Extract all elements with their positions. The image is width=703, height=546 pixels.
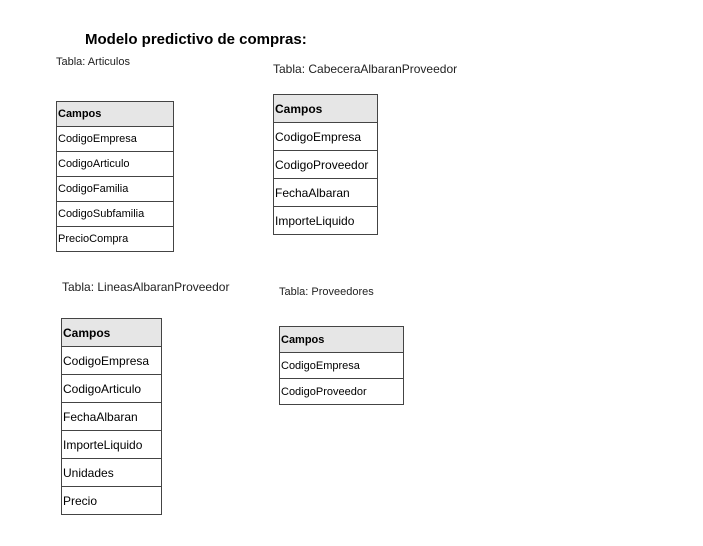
table-row bbox=[57, 177, 174, 202]
table-row bbox=[57, 152, 174, 177]
table-caption-proveedores: Tabla: Proveedores bbox=[279, 286, 374, 298]
field-cell: CodigoArticulo bbox=[57, 152, 174, 177]
table-row bbox=[57, 227, 174, 252]
table-row bbox=[274, 151, 378, 179]
table-cabecera bbox=[273, 94, 378, 235]
table-row bbox=[280, 379, 404, 405]
table-header-row bbox=[57, 102, 174, 127]
table-row bbox=[62, 459, 162, 487]
column-header-campos: Campos bbox=[62, 319, 162, 347]
page-title: Modelo predictivo de compras: bbox=[85, 31, 307, 48]
table-row bbox=[62, 431, 162, 459]
table-header-row bbox=[274, 95, 378, 123]
field-cell: CodigoProveedor bbox=[280, 379, 404, 405]
field-cell: Precio bbox=[62, 487, 162, 515]
table-articulos bbox=[56, 101, 174, 252]
field-cell: PrecioCompra bbox=[57, 227, 174, 252]
field-cell: CodigoProveedor bbox=[274, 151, 378, 179]
table-caption-lineas: Tabla: LineasAlbaranProveedor bbox=[62, 280, 230, 294]
table-row bbox=[57, 202, 174, 227]
field-cell: FechaAlbaran bbox=[274, 179, 378, 207]
field-cell: CodigoEmpresa bbox=[57, 127, 174, 152]
column-header-campos: Campos bbox=[280, 327, 404, 353]
field-cell: CodigoEmpresa bbox=[62, 347, 162, 375]
field-cell: CodigoFamilia bbox=[57, 177, 174, 202]
column-header-campos: Campos bbox=[57, 102, 174, 127]
table-row bbox=[280, 353, 404, 379]
table-header-row bbox=[280, 327, 404, 353]
table-proveedores bbox=[279, 326, 404, 405]
field-cell: FechaAlbaran bbox=[62, 403, 162, 431]
table-row bbox=[274, 207, 378, 235]
table-row bbox=[274, 179, 378, 207]
column-header-campos: Campos bbox=[274, 95, 378, 123]
field-cell: CodigoArticulo bbox=[62, 375, 162, 403]
table-row bbox=[62, 347, 162, 375]
table-row bbox=[57, 127, 174, 152]
field-cell: CodigoSubfamilia bbox=[57, 202, 174, 227]
table-lineas bbox=[61, 318, 162, 515]
table-caption-cabecera: Tabla: CabeceraAlbaranProveedor bbox=[273, 62, 458, 76]
field-cell: CodigoEmpresa bbox=[280, 353, 404, 379]
table-caption-articulos: Tabla: Articulos bbox=[56, 56, 130, 68]
field-cell: ImporteLiquido bbox=[62, 431, 162, 459]
field-cell: CodigoEmpresa bbox=[274, 123, 378, 151]
field-cell: Unidades bbox=[62, 459, 162, 487]
field-cell: ImporteLiquido bbox=[274, 207, 378, 235]
table-row bbox=[274, 123, 378, 151]
table-row bbox=[62, 375, 162, 403]
table-header-row bbox=[62, 319, 162, 347]
table-row bbox=[62, 403, 162, 431]
table-row bbox=[62, 487, 162, 515]
